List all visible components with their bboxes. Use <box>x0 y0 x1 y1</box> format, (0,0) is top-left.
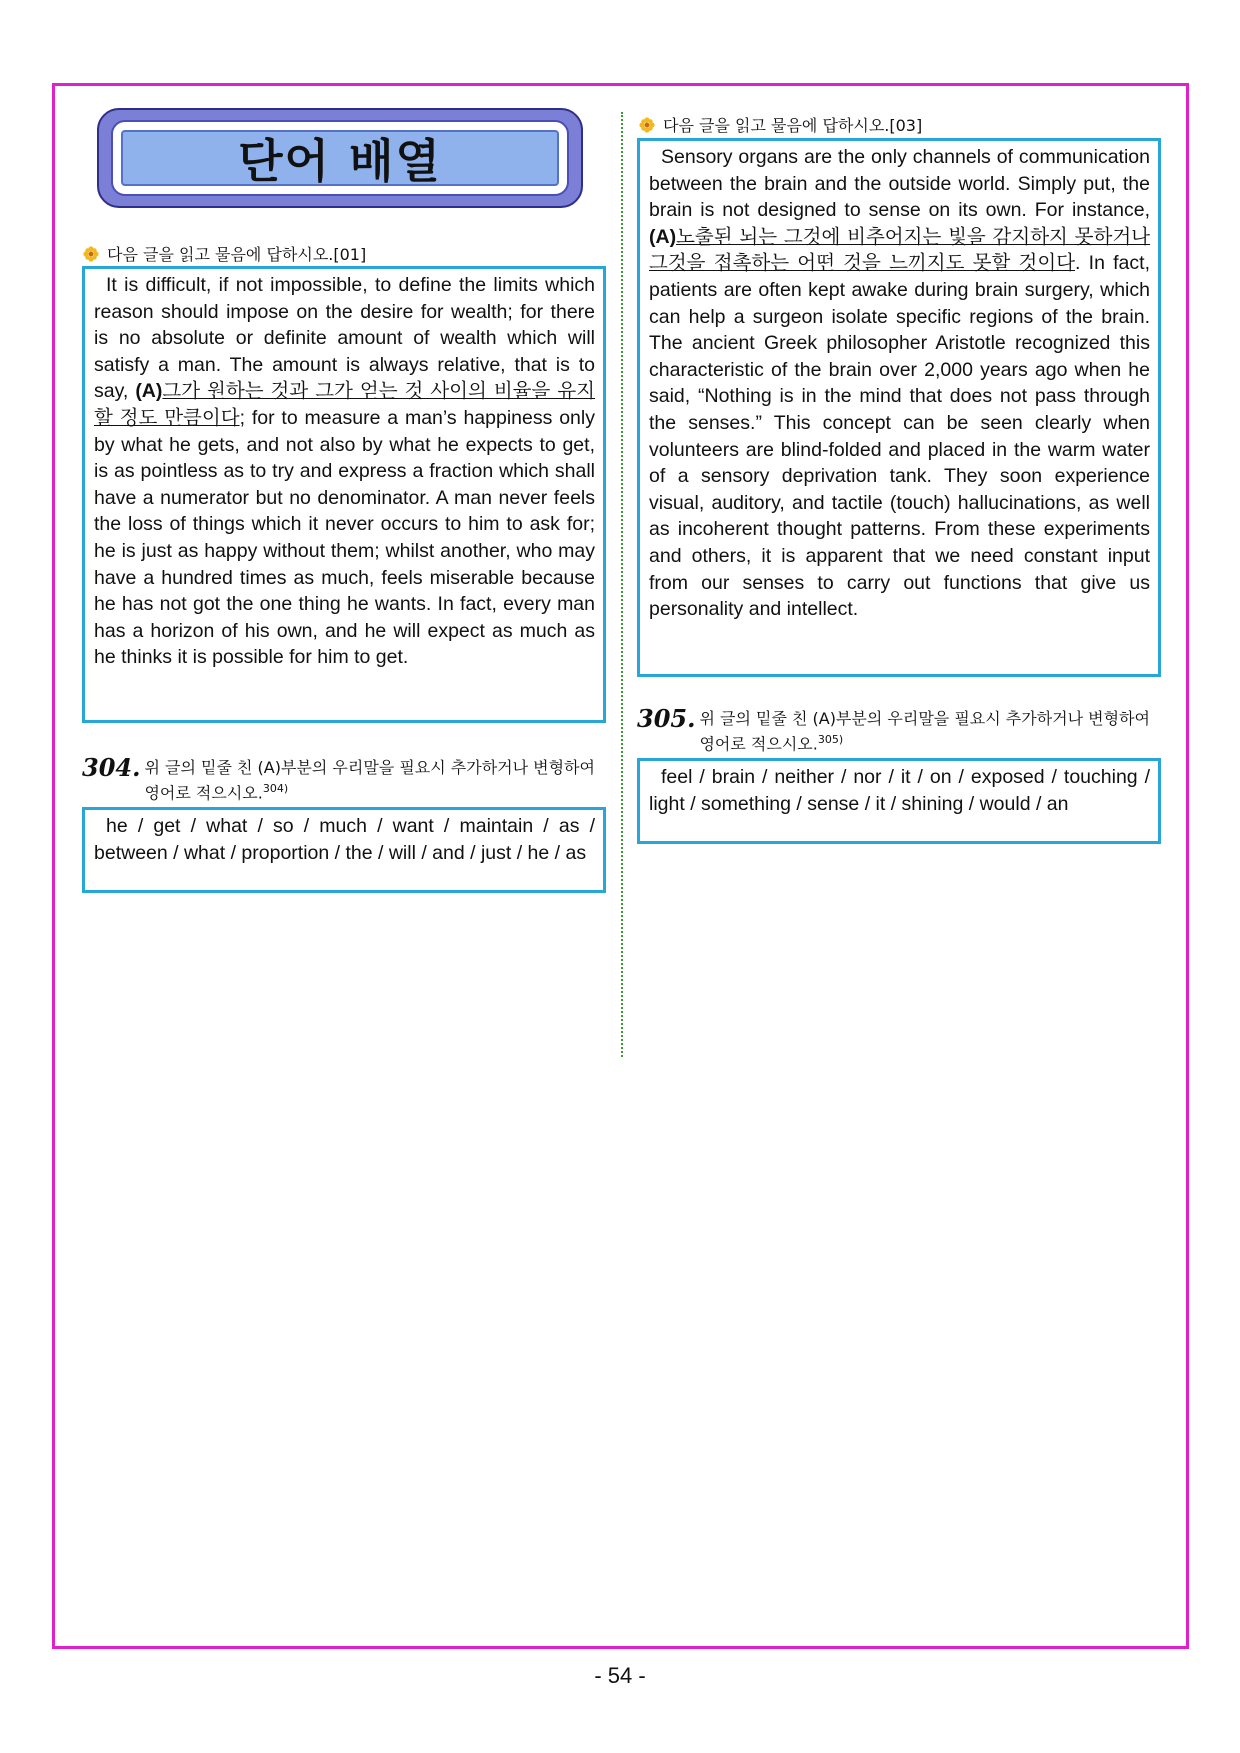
title-banner <box>97 108 583 208</box>
footnote-marker: 304) <box>262 782 289 795</box>
right-passage-marker: (A) <box>649 225 677 248</box>
question-305-header <box>637 704 1169 754</box>
left-passage-marker: (A) <box>135 380 163 403</box>
flower-icon <box>639 117 655 133</box>
right-passage-underlined: 노출된 뇌는 그것에 비추어지는 빛을 감지하지 못하거나 그것을 접촉하는 어떤 것을 느끼지도 못할 것이다 <box>649 225 1150 275</box>
page-title: 단어 배열 <box>238 134 442 188</box>
question-305-text: 위 글의 밑줄 친 (A)부분의 우리말을 필요시 추가하거나 변형하여 영어로 적으시오. <box>699 709 1150 754</box>
question-305-words: feel / brain / neither / nor / it / on / exposed / touching / light / something / sense / it / shining / would / an <box>649 766 1150 815</box>
left-passage-after: ; for to measure a man’s happiness only by what he gets, and not also by what he expects to get, is as pointless as to try and express a fraction which shall have a numerator but no denominator. A man never feels the loss of things which it never occurs to him to ask for; he is just as happy without them; whilst another, who may have a hundred times as much, feels miserable because he has not got the one thing he wants. In fact, every man has a horizon of his own, and he will expect as much as he thinks it is possible for him to get. <box>94 406 595 669</box>
title-banner-core <box>121 130 559 186</box>
title-banner-inner <box>111 120 569 196</box>
question-304-header <box>82 753 614 803</box>
left-instruction <box>83 242 366 265</box>
left-passage-underlined: 그가 원하는 것과 그가 얻는 것 사이의 비율을 유지할 정도 만큼이다 <box>94 380 596 429</box>
flower-icon <box>83 246 99 262</box>
right-instruction <box>639 113 922 136</box>
right-instruction-text: 다음 글을 읽고 물음에 답하시오.[03] <box>663 116 923 135</box>
left-passage <box>94 272 595 671</box>
page-number: - 54 - <box>594 1663 646 1688</box>
right-passage-after: . In fact, patients are often kept awake during brain surgery, which can help a surgeon isolate specific regions of the brain. The ancient Greek philosopher Aristotle recognized this characteristic of the brain over 2,000 years ago when he said, “Nothing is in the mind that does not pass through the senses.” This concept can be seen clearly when volunteers are blind-folded and placed in the warm water of a sensory deprivation tank. They soon experience visual, auditory, and tactile (touch) hallucinations, as well as incoherent thought patterns. From these experiments and others, it is apparent that we need constant input from our senses to carry out functions that give us personality and intellect. <box>649 252 1150 621</box>
question-304-text: 위 글의 밑줄 친 (A)부분의 우리말을 필요시 추가하거나 변형하여 영어로 적으시오. <box>144 758 595 803</box>
left-passage-box <box>82 266 606 723</box>
question-text <box>144 757 614 803</box>
column-divider <box>621 112 623 1057</box>
right-passage-box <box>637 138 1161 677</box>
question-304-words: he / get / what / so / much / want / maintain / as / between / what / proportion / the / will / and / just / he / as <box>94 815 595 864</box>
question-text <box>699 708 1169 754</box>
right-passage <box>649 144 1150 623</box>
left-passage-before: It is difficult, if not impossible, to define the limits which reason should impose on the desire for wealth; for there is no absolute or definite amount of wealth which will satisfy a man. The amount is always relative, that is to say, <box>94 274 595 403</box>
right-passage-before: Sensory organs are the only channels of communication between the brain and the outside world. Simply put, the brain is not designed to sense on its own. For instance, <box>649 146 1150 222</box>
question-number: 305. <box>637 704 696 733</box>
left-instruction-text: 다음 글을 읽고 물음에 답하시오.[01] <box>107 245 367 264</box>
question-number: 304. <box>82 753 141 782</box>
footnote-marker: 305) <box>817 733 844 746</box>
question-304-word-box <box>82 807 606 893</box>
question-305-word-box <box>637 758 1161 844</box>
